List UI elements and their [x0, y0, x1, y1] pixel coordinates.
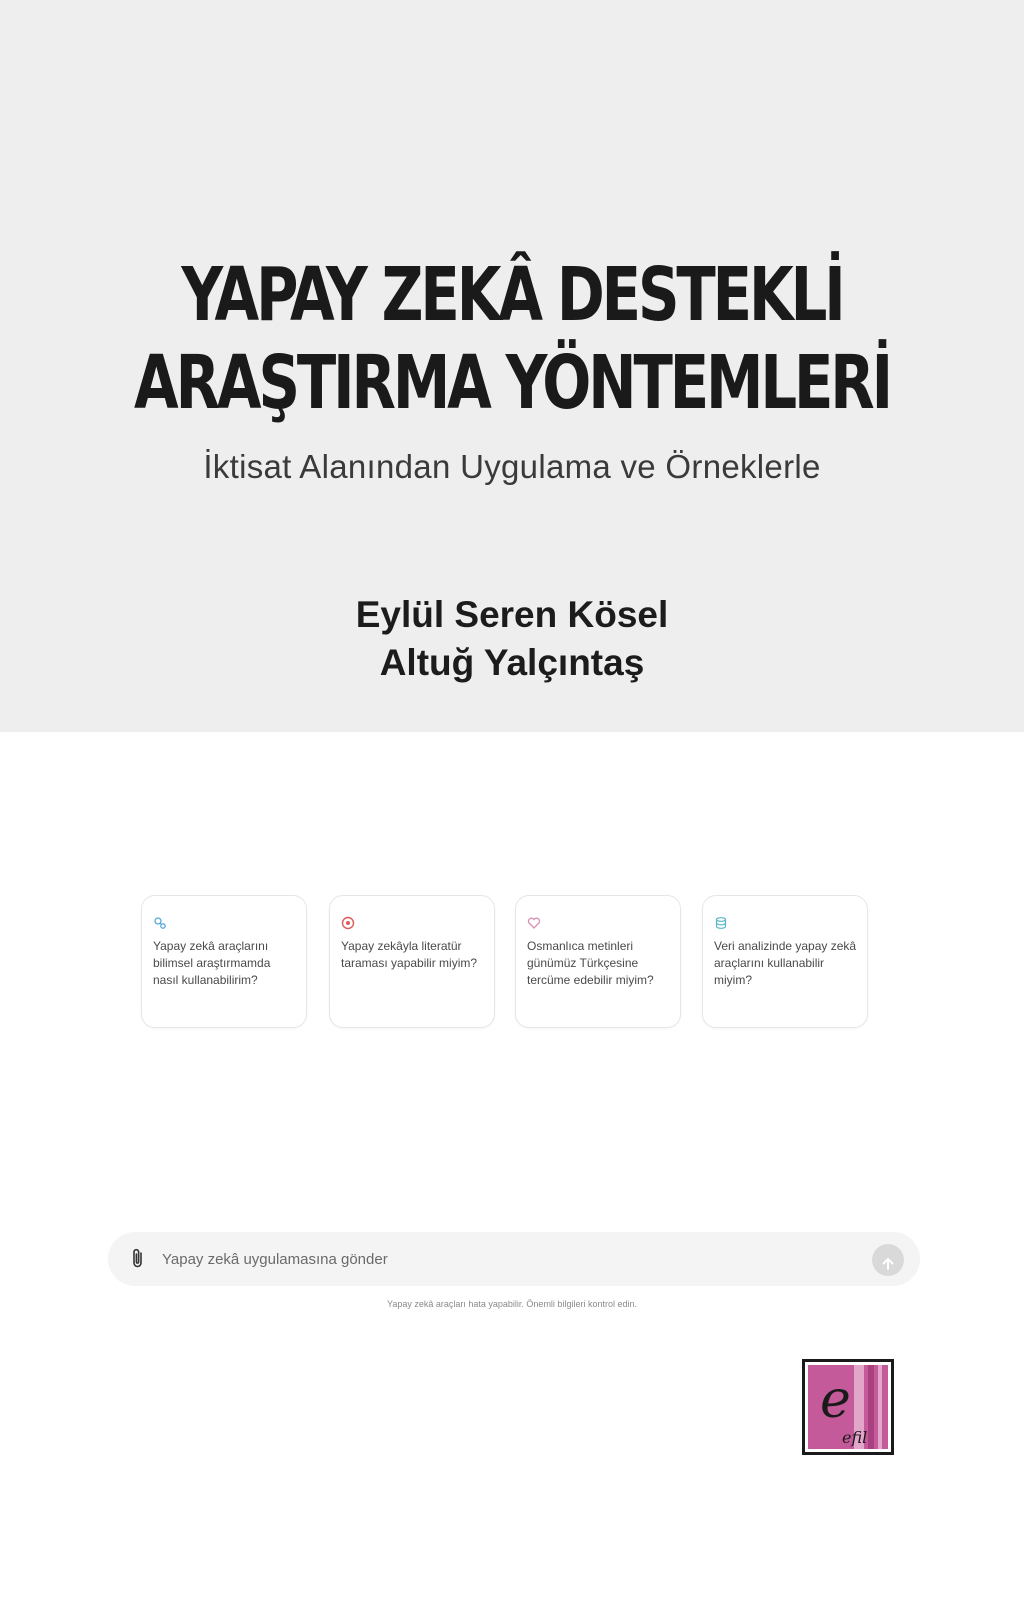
suggestion-text: Veri analizinde yapay zekâ araçlarını kullanabilir miyim? [714, 939, 857, 987]
book-subtitle: İktisat Alanından Uygulama ve Örneklerle [203, 448, 821, 485]
svg-text:e: e [820, 1370, 851, 1430]
send-button[interactable] [872, 1244, 904, 1276]
book-title-line-2: ARAŞTIRMA YÖNTEMLERİ [134, 340, 890, 426]
disclaimer-text: Yapay zekâ araçları hata yapabilir. Önemli bilgileri kontrol edin. [387, 1299, 637, 1309]
research-icon [153, 916, 167, 930]
author-name: Altuğ Yalçıntaş [379, 642, 645, 683]
paperclip-icon[interactable] [128, 1247, 148, 1271]
suggestion-card[interactable] [702, 895, 868, 1028]
database-icon [714, 916, 728, 930]
target-icon [341, 916, 355, 930]
suggestion-card[interactable] [329, 895, 495, 1028]
suggestion-text: Yapay zekâyla literatür taraması yapabilir miyim? [341, 939, 478, 970]
suggestion-cards [141, 895, 871, 1030]
suggestion-card[interactable] [141, 895, 307, 1028]
book-title-line-1: YAPAY ZEKÂ DESTEKLİ [181, 252, 843, 338]
svg-text:efil: efil [842, 1428, 868, 1447]
heart-icon [527, 916, 541, 930]
prompt-bar [108, 1232, 920, 1286]
suggestion-text: Osmanlıca metinleri günümüz Türkçesine tercüme edebilir miyim? [527, 939, 654, 987]
suggestion-text: Yapay zekâ araçlarını bilimsel araştırmamda nasıl kullanabilirim? [153, 939, 271, 987]
publisher-logo [802, 1359, 894, 1455]
suggestion-card[interactable] [515, 895, 681, 1028]
author-name: Eylül Seren Kösel [355, 594, 669, 635]
arrow-up-icon [880, 1256, 896, 1272]
prompt-input[interactable] [162, 1246, 842, 1272]
